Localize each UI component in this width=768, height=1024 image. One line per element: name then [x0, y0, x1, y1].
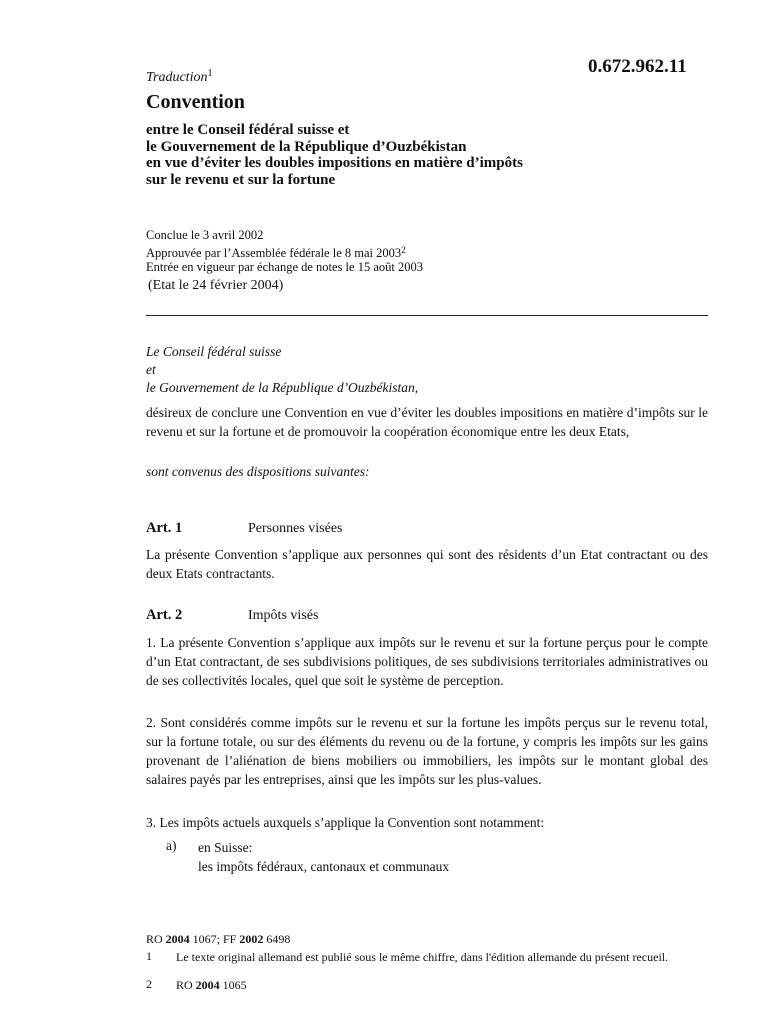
art2-paragraph-1: 1. La présente Convention s’applique aux impôts sur le revenu et sur la fortune perçus pour le compte d’un Etat contractant, de ses subdivisions politiques, de ses subdivisions territoriales administratives ou de ses collectivités locales, quel que soit le système de perception. [146, 635, 708, 688]
subtitle-line: entre le Conseil fédéral suisse et [146, 122, 350, 138]
subtitle [146, 122, 706, 188]
preamble-and: et [146, 362, 156, 377]
fn2-page: 1065 [219, 978, 247, 992]
list-item-title: en Suisse: [198, 840, 253, 855]
etat-date: (Etat le 24 février 2004) [148, 278, 284, 293]
dates-block [146, 228, 706, 275]
footnote-2-number: 2 [146, 977, 152, 991]
subtitle-line: sur le revenu et sur la fortune [146, 171, 336, 188]
date-approuvee-text: Approuvée par l’Assemblée fédérale le 8 mai 2003 [146, 245, 402, 260]
footnote-2-text [176, 979, 708, 992]
ro-year: 2004 [165, 932, 190, 946]
date-conclue: Conclue le 3 avril 2002 [146, 228, 264, 242]
subtitle-line: en vue d’éviter les doubles impositions en matière d’impôts [146, 155, 523, 171]
preamble-party1: Le Conseil fédéral suisse [146, 344, 282, 359]
list-item-text: les impôts fédéraux, cantonaux et communaux [198, 859, 450, 874]
art1-title: Personnes visées [248, 521, 343, 536]
list-item-label: a) [166, 838, 177, 853]
ff-year: 2002 [239, 932, 264, 946]
date-approuvee [146, 243, 706, 261]
footnote-ro-ff [146, 932, 290, 947]
preamble-desireux: désireux de conclure une Convention en vue d’éviter les doubles impositions en matière d’impôts sur le revenu et sur la fortune et de promouvoir la coopération économique entre les deux Etats, [146, 405, 708, 439]
divider [146, 315, 708, 316]
art1-text: La présente Convention s’applique aux personnes qui sont des résidents d’un Etat contractant ou des deux Etats contractants. [146, 547, 708, 581]
art2-title: Impôts visés [248, 608, 319, 623]
art2-paragraph-3: 3. Les impôts actuels auxquels s’applique la Convention sont notamment: [146, 815, 545, 830]
traduction-text: Traduction [146, 70, 208, 85]
footnote-1-text: Le texte original allemand est publié sous le même chiffre, dans l'édition allemande du présent recueil. [176, 950, 669, 964]
preamble-convenus: sont convenus des dispositions suivantes: [146, 464, 370, 479]
fn2-year: 2004 [195, 978, 220, 992]
preamble-party2: le Gouvernement de la République d’Ouzbékistan, [146, 380, 419, 395]
art2-paragraph-2: 2. Sont considérés comme impôts sur le revenu et sur la fortune les impôts perçus sur le revenu total, sur la fortune totale, ou sur des éléments du revenu ou de la fortune, y compris les impôts sur les gains provenant de l’aliénation de biens mobiliers ou immobiliers, les impôts sur le montant global des salaires payés par les entreprises, ainsi que les impôts sur les plus-values. [146, 715, 708, 787]
subtitle-line: le Gouvernement de la République d’Ouzbékistan [146, 138, 467, 155]
footnote-ref-1[interactable]: 1 [207, 68, 213, 79]
footnote-1-number: 1 [146, 949, 152, 963]
traduction-label [146, 68, 212, 86]
footnote-ref-2[interactable]: 2 [401, 244, 406, 255]
fn2-prefix: RO [176, 978, 196, 992]
ro-prefix: RO [146, 932, 166, 946]
art2-number: Art. 2 [146, 607, 183, 623]
ro-page: 1067; FF [189, 932, 240, 946]
ref-number: 0.672.962.11 [588, 56, 687, 77]
page-title: Convention [146, 91, 245, 113]
art1-number: Art. 1 [146, 520, 183, 536]
ff-page: 6498 [263, 932, 291, 946]
date-vigueur: Entrée en vigueur par échange de notes le 15 août 2003 [146, 260, 423, 274]
